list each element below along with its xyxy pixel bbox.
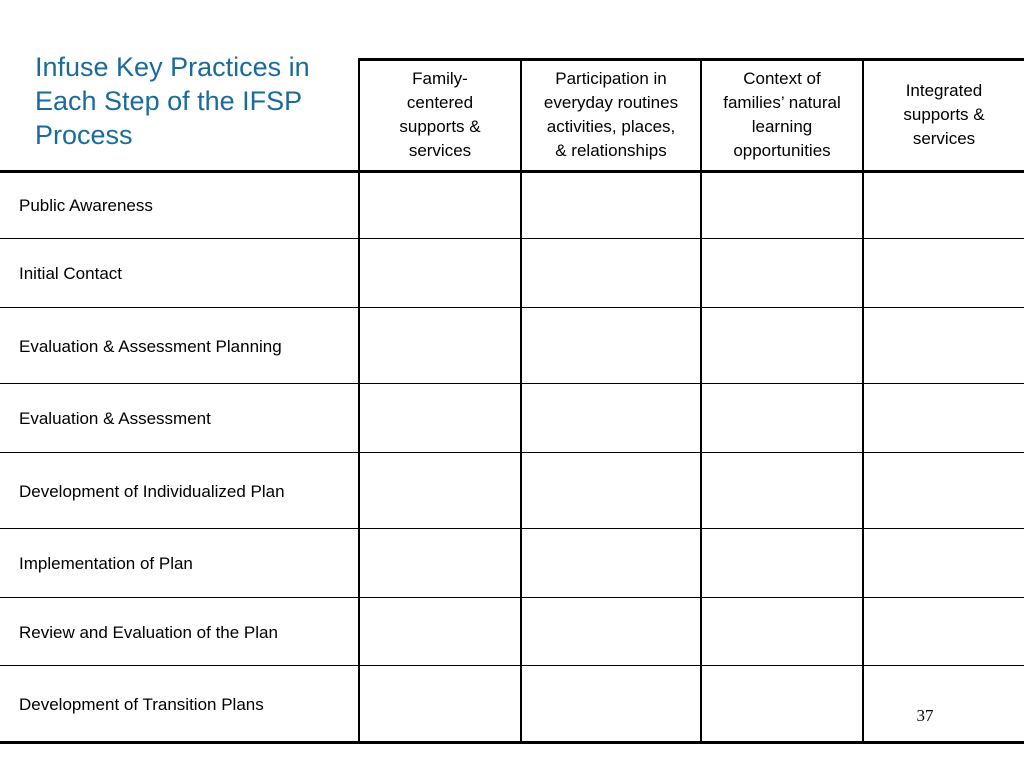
row-label: Initial Contact: [19, 264, 122, 283]
table-cell: [864, 241, 1024, 307]
table-cell: [522, 310, 700, 383]
table-cell: [702, 241, 862, 307]
table-cell: [864, 386, 1024, 452]
table-cell: [702, 386, 862, 452]
row-label: Development of Transition Plans: [19, 694, 264, 714]
table-cell: [864, 173, 1024, 238]
row-label: Implementation of Plan: [19, 554, 193, 573]
table-cell: [522, 173, 700, 238]
page-number: 37: [916, 706, 934, 725]
table-cell: [522, 455, 700, 528]
table-cell: [522, 531, 700, 597]
table-cell: [864, 310, 1024, 383]
row-label: Review and Evaluation of the Plan: [19, 622, 278, 642]
table-cell: [702, 173, 862, 238]
table-bottom-border: [0, 741, 1024, 744]
table-cell: [702, 668, 862, 741]
table-cell: [360, 455, 520, 528]
row-divider: [0, 665, 1024, 666]
table-cell: [360, 600, 520, 665]
table-cell: [702, 531, 862, 597]
table-cell: [864, 531, 1024, 597]
row-divider: [0, 307, 1024, 308]
table-cell: [864, 600, 1024, 665]
table-cell: [864, 668, 1024, 741]
column-header: Participation in everyday routines activities, places, & relationships: [543, 69, 679, 160]
table-cell: [702, 310, 862, 383]
table-cell: [360, 173, 520, 238]
table-cell: [360, 531, 520, 597]
table-cell: [522, 241, 700, 307]
table-cell: [360, 668, 520, 741]
row-divider: [0, 383, 1024, 384]
row-divider: [0, 238, 1024, 239]
table-cell: [360, 386, 520, 452]
row-label: Evaluation & Assessment: [19, 409, 211, 428]
row-label: Public Awareness: [19, 195, 153, 215]
row-divider: [0, 597, 1024, 598]
table-cell: [522, 668, 700, 741]
table-cell: [360, 310, 520, 383]
table-cell: [522, 600, 700, 665]
row-divider: [0, 452, 1024, 453]
column-header: Family- centered supports & services: [399, 69, 481, 160]
row-divider: [0, 528, 1024, 529]
column-header: Integrated supports & services: [903, 81, 985, 148]
row-label: Evaluation & Assessment Planning: [19, 336, 282, 356]
table-cell: [360, 241, 520, 307]
table-cell: [522, 386, 700, 452]
slide-title: Infuse Key Practices in Each Step of the IFSP Process: [35, 52, 310, 150]
column-header: Context of families’ natural learning opportunities: [723, 69, 841, 160]
table-cell: [864, 455, 1024, 528]
table-cell: [702, 600, 862, 665]
row-label: Development of Individualized Plan: [19, 481, 285, 501]
table-cell: [702, 455, 862, 528]
